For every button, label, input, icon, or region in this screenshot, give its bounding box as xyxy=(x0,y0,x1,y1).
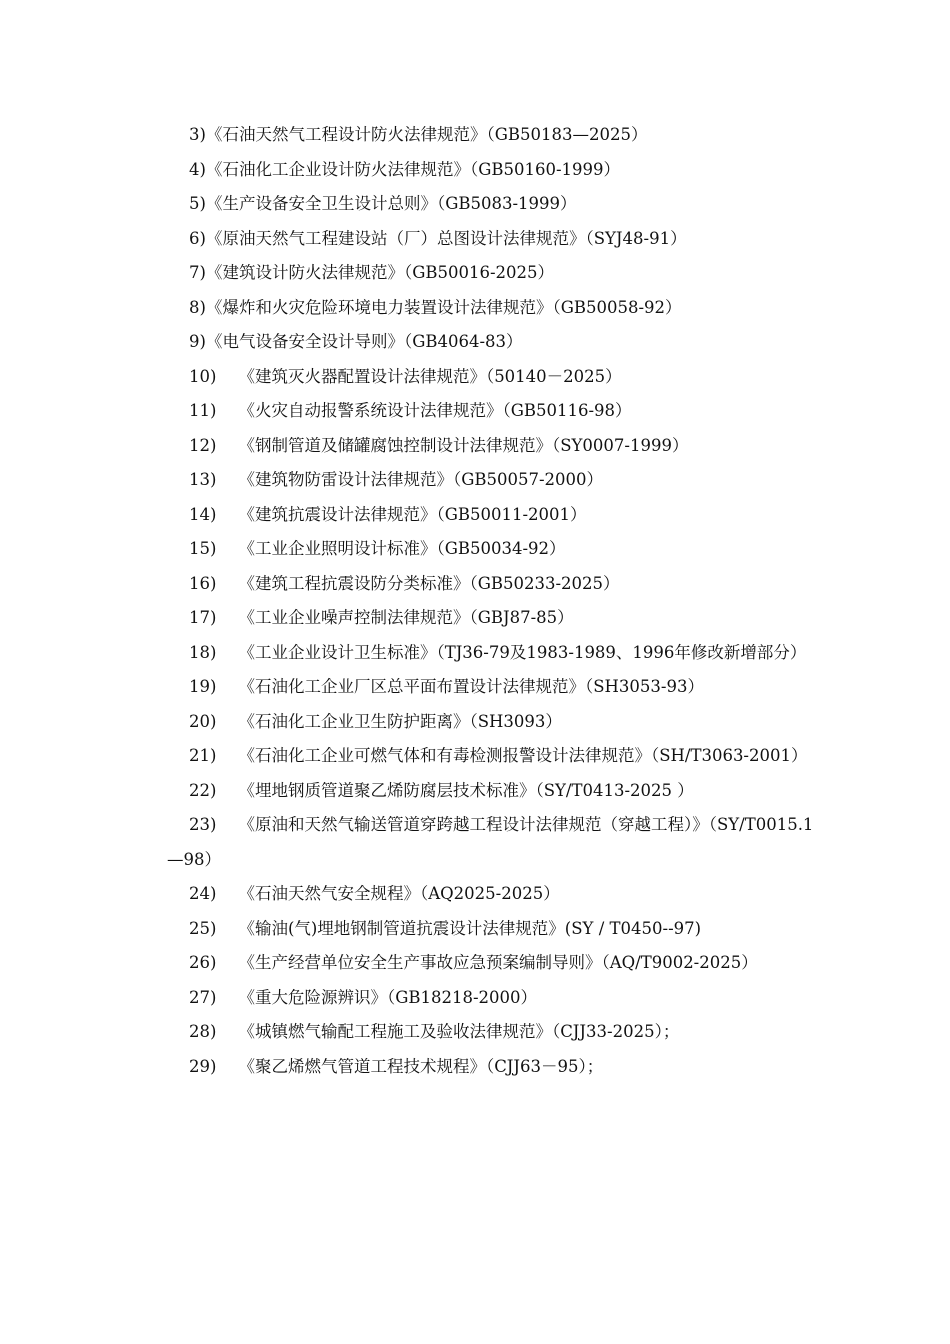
item-number: 24) xyxy=(189,884,217,903)
item-text: 《石油化工企业卫生防护距离》（SH3093） xyxy=(238,711,562,731)
item-number: 12) xyxy=(189,435,217,455)
item-text: 《建筑设计防火法律规范》（GB50016-2025） xyxy=(205,263,555,282)
list-item xyxy=(167,1015,817,1050)
item-number: 5) xyxy=(189,194,206,213)
item-text: 《火灾自动报警系统设计法律规范》（GB50116-98） xyxy=(238,401,632,420)
item-number: 14) xyxy=(189,504,217,524)
list-item xyxy=(167,636,817,671)
item-text: 《工业企业照明设计标准》（GB50034-92） xyxy=(238,539,566,558)
standards-list xyxy=(167,118,817,1084)
item-text: 《石油化工企业可燃气体和有毒检测报警设计法律规范》（SH/T3063-2001） xyxy=(238,746,808,765)
list-item xyxy=(167,705,817,740)
item-number: 20) xyxy=(189,711,217,731)
item-number: 23) xyxy=(189,815,217,834)
list-item xyxy=(167,739,817,774)
list-item xyxy=(167,1050,817,1085)
item-text: 《建筑物防雷设计法律规范》（GB50057-2000） xyxy=(238,470,604,489)
item-number: 3) xyxy=(189,125,206,144)
list-item xyxy=(167,877,817,912)
list-item xyxy=(167,394,817,429)
item-text: 《建筑抗震设计法律规范》（GB50011-2001） xyxy=(238,504,587,524)
item-number: 13) xyxy=(189,470,217,489)
item-number: 28) xyxy=(189,1022,217,1041)
item-number: 7) xyxy=(189,263,206,282)
item-text: 《输油(气)埋地钢制管道抗震设计法律规范》(SY / T0450--97) xyxy=(238,918,702,938)
list-item xyxy=(167,222,817,257)
item-text: 《生产经营单位安全生产事故应急预案编制导则》（AQ/T9002-2025） xyxy=(238,953,758,972)
item-number: 17) xyxy=(189,608,217,627)
list-item xyxy=(167,774,817,809)
list-item xyxy=(167,360,817,395)
item-number: 10) xyxy=(189,366,217,386)
item-text: 《石油天然气安全规程》（AQ2025-2025） xyxy=(238,884,560,903)
item-text: 《埋地钢质管道聚乙烯防腐层技术标准》（SY/T0413-2025 ） xyxy=(238,780,694,800)
list-item xyxy=(167,808,817,877)
list-item xyxy=(167,463,817,498)
item-text: 《钢制管道及储罐腐蚀控制设计法律规范》（SY0007-1999） xyxy=(238,435,689,455)
item-number: 21) xyxy=(189,746,217,765)
list-item xyxy=(167,498,817,533)
item-text: 《原油和天然气输送管道穿跨越工程设计法律规范（穿越工程）》（SY/T0015.1—98） xyxy=(167,815,814,869)
item-text: 《建筑灭火器配置设计法律规范》（50140－2025） xyxy=(238,366,622,386)
list-item xyxy=(167,325,817,360)
item-number: 22) xyxy=(189,780,217,800)
item-number: 29) xyxy=(189,1056,217,1076)
list-item xyxy=(167,567,817,602)
list-item xyxy=(167,256,817,291)
list-item xyxy=(167,118,817,153)
item-number: 18) xyxy=(189,642,217,662)
list-item xyxy=(167,946,817,981)
list-item xyxy=(167,981,817,1016)
item-number: 8) xyxy=(189,297,206,317)
list-item xyxy=(167,187,817,222)
item-text: 《建筑工程抗震设防分类标准》（GB50233-2025） xyxy=(238,573,620,593)
item-text: 《石油化工企业厂区总平面布置设计法律规范》（SH3053-93） xyxy=(238,677,704,696)
item-text: 《原油天然气工程建设站（厂）总图设计法律规范》（SYJ48-91） xyxy=(205,228,687,248)
item-number: 9) xyxy=(189,332,206,351)
item-text: 《爆炸和火灾危险环境电力装置设计法律规范》（GB50058-92） xyxy=(205,297,682,317)
item-number: 16) xyxy=(189,573,217,593)
item-number: 26) xyxy=(189,953,217,972)
item-text: 《工业企业设计卫生标准》（TJ36-79及1983-1989、1996年修改新增部分） xyxy=(238,642,807,662)
item-number: 27) xyxy=(189,987,217,1007)
list-item xyxy=(167,670,817,705)
item-text: 《聚乙烯燃气管道工程技术规程》（CJJ63－95）； xyxy=(238,1056,604,1076)
item-text: 《石油化工企业设计防火法律规范》（GB50160-1999） xyxy=(205,159,621,179)
item-number: 19) xyxy=(189,677,217,696)
list-item xyxy=(167,532,817,567)
item-text: 《生产设备安全卫生设计总则》（GB5083-1999） xyxy=(205,194,577,213)
item-text: 《城镇燃气输配工程施工及验收法律规范》（CJJ33-2025）； xyxy=(238,1022,680,1041)
item-text: 《工业企业噪声控制法律规范》（GBJ87-85） xyxy=(238,608,574,627)
list-item xyxy=(167,429,817,464)
item-text: 《重大危险源辨识》（GB18218-2000） xyxy=(238,987,538,1007)
list-item xyxy=(167,601,817,636)
item-number: 4) xyxy=(189,159,206,179)
list-item xyxy=(167,912,817,947)
item-number: 15) xyxy=(189,539,217,558)
item-text: 《石油天然气工程设计防火法律规范》（GB50183—2025） xyxy=(205,125,648,144)
item-number: 11) xyxy=(189,401,217,420)
list-item xyxy=(167,153,817,188)
item-text: 《电气设备安全设计导则》（GB4064-83） xyxy=(205,332,523,351)
item-number: 25) xyxy=(189,918,217,938)
item-number: 6) xyxy=(189,228,206,248)
list-item xyxy=(167,291,817,326)
